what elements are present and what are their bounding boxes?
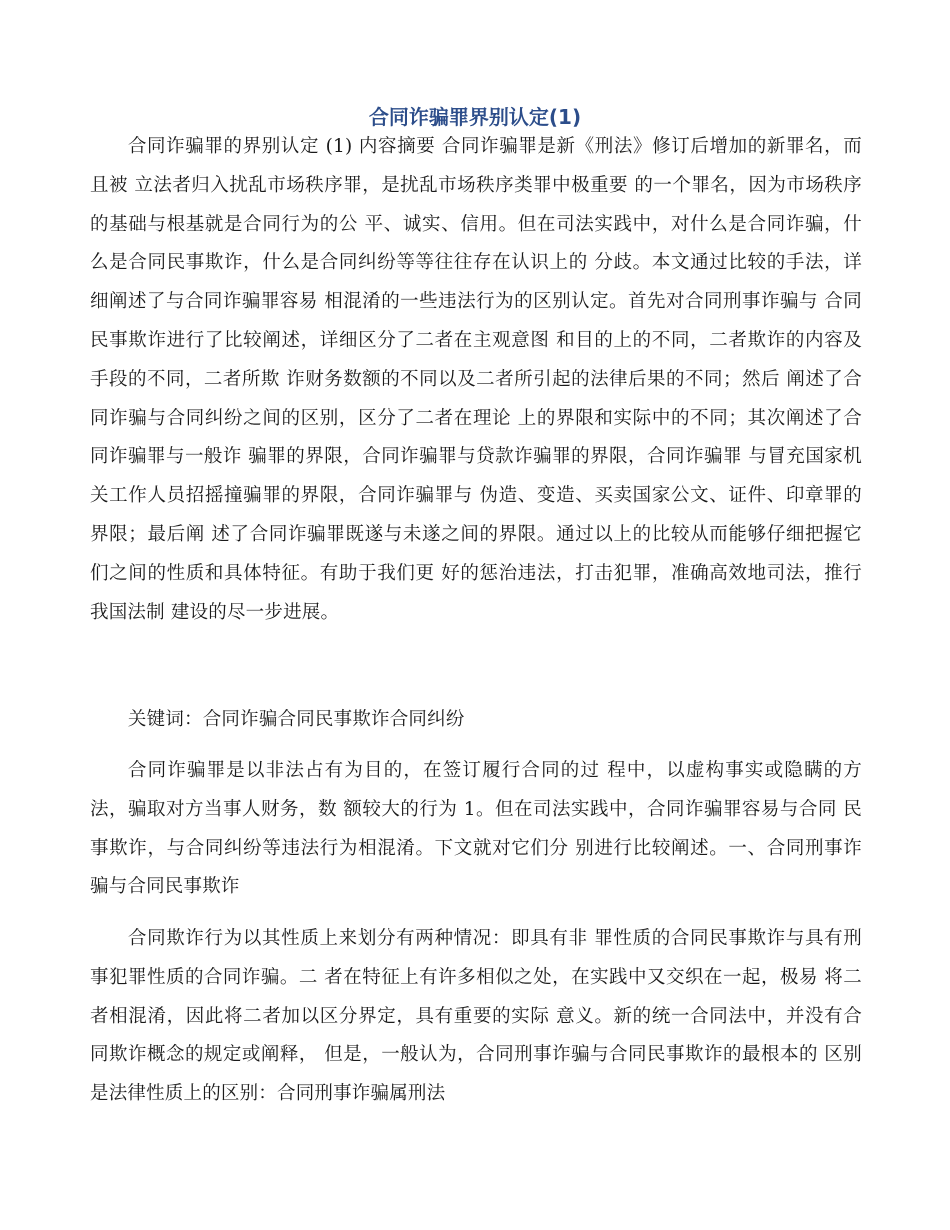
body-paragraph: 合同欺诈行为以其性质上来划分有两种情况：即具有非 罪性质的合同民事欺诈与具有刑事犯罪性质的合同诈骗。二 者在特征上有许多相似之处，在实践中又交织在一起，极易 将二者相混淆，因此将二者加以区分界定，具有重要的实际 意义。新的统一合同法中，并没有合同欺诈概念的规定或阐释， 但是，一般认为，合同刑事诈骗与合同民事欺诈的最根本的 区别是法律性质上的区别：合同刑事诈骗属刑法 [90, 928, 862, 1105]
keywords-paragraph: 关键词：合同诈骗合同民事欺诈合同纠纷 [127, 709, 465, 730]
abstract-paragraph: 合同诈骗罪的界别认定 (1) 内容摘要 合同诈骗罪是新《刑法》修订后增加的新罪名，而且被 立法者归入扰乱市场秩序罪，是扰乱市场秩序类罪中极重要 的一个罪名，因为市场秩序的基础与根基就是合同行为的公 平、诚实、信用。但在司法实践中，对什么是合同诈骗，什 么是合同民事欺诈，什么是合同纠纷等等往往存在认识上的 分歧。本文通过比较的手法，详细阐述了与合同诈骗罪容易 相混淆的一些违法行为的区别认定。首先对合同刑事诈骗与 合同民事欺诈进行了比较阐述，详细区分了二者在主观意图 和目的上的不同，二者欺诈的内容及手段的不同，二者所欺 诈财务数额的不同以及二者所引起的法律后果的不同；然后 阐述了合同诈骗与合同纠纷之间的区别，区分了二者在理论 上的界限和实际中的不同；其次阐述了合同诈骗罪与一般诈 骗罪的界限，合同诈骗罪与贷款诈骗罪的界限，合同诈骗罪 与冒充国家机关工作人员招摇撞骗罪的界限，合同诈骗罪与 伪造、变造、买卖国家公文、证件、印章罪的界限；最后阐 述了合同诈骗罪既遂与未遂之间的界限。通过以上的比较从而能够仔细把握它们之间的性质和具体特征。有助于我们更 好的惩治违法，打击犯罪，准确高效地司法，推行我国法制 建设的尽一步进展。 [90, 136, 862, 623]
document-title: 合同诈骗罪界别认定(1) [368, 105, 582, 129]
body-paragraph: 合同诈骗罪是以非法占有为目的，在签订履行合同的过 程中，以虚构事实或隐瞒的方法，骗取对方当事人财务，数 额较大的行为 1。但在司法实践中，合同诈骗罪容易与合同 民事欺诈，与合同纠纷等违法行为相混淆。下文就对它们分 别进行比较阐述。一、合同刑事诈骗与合同民事欺诈 [90, 760, 862, 898]
